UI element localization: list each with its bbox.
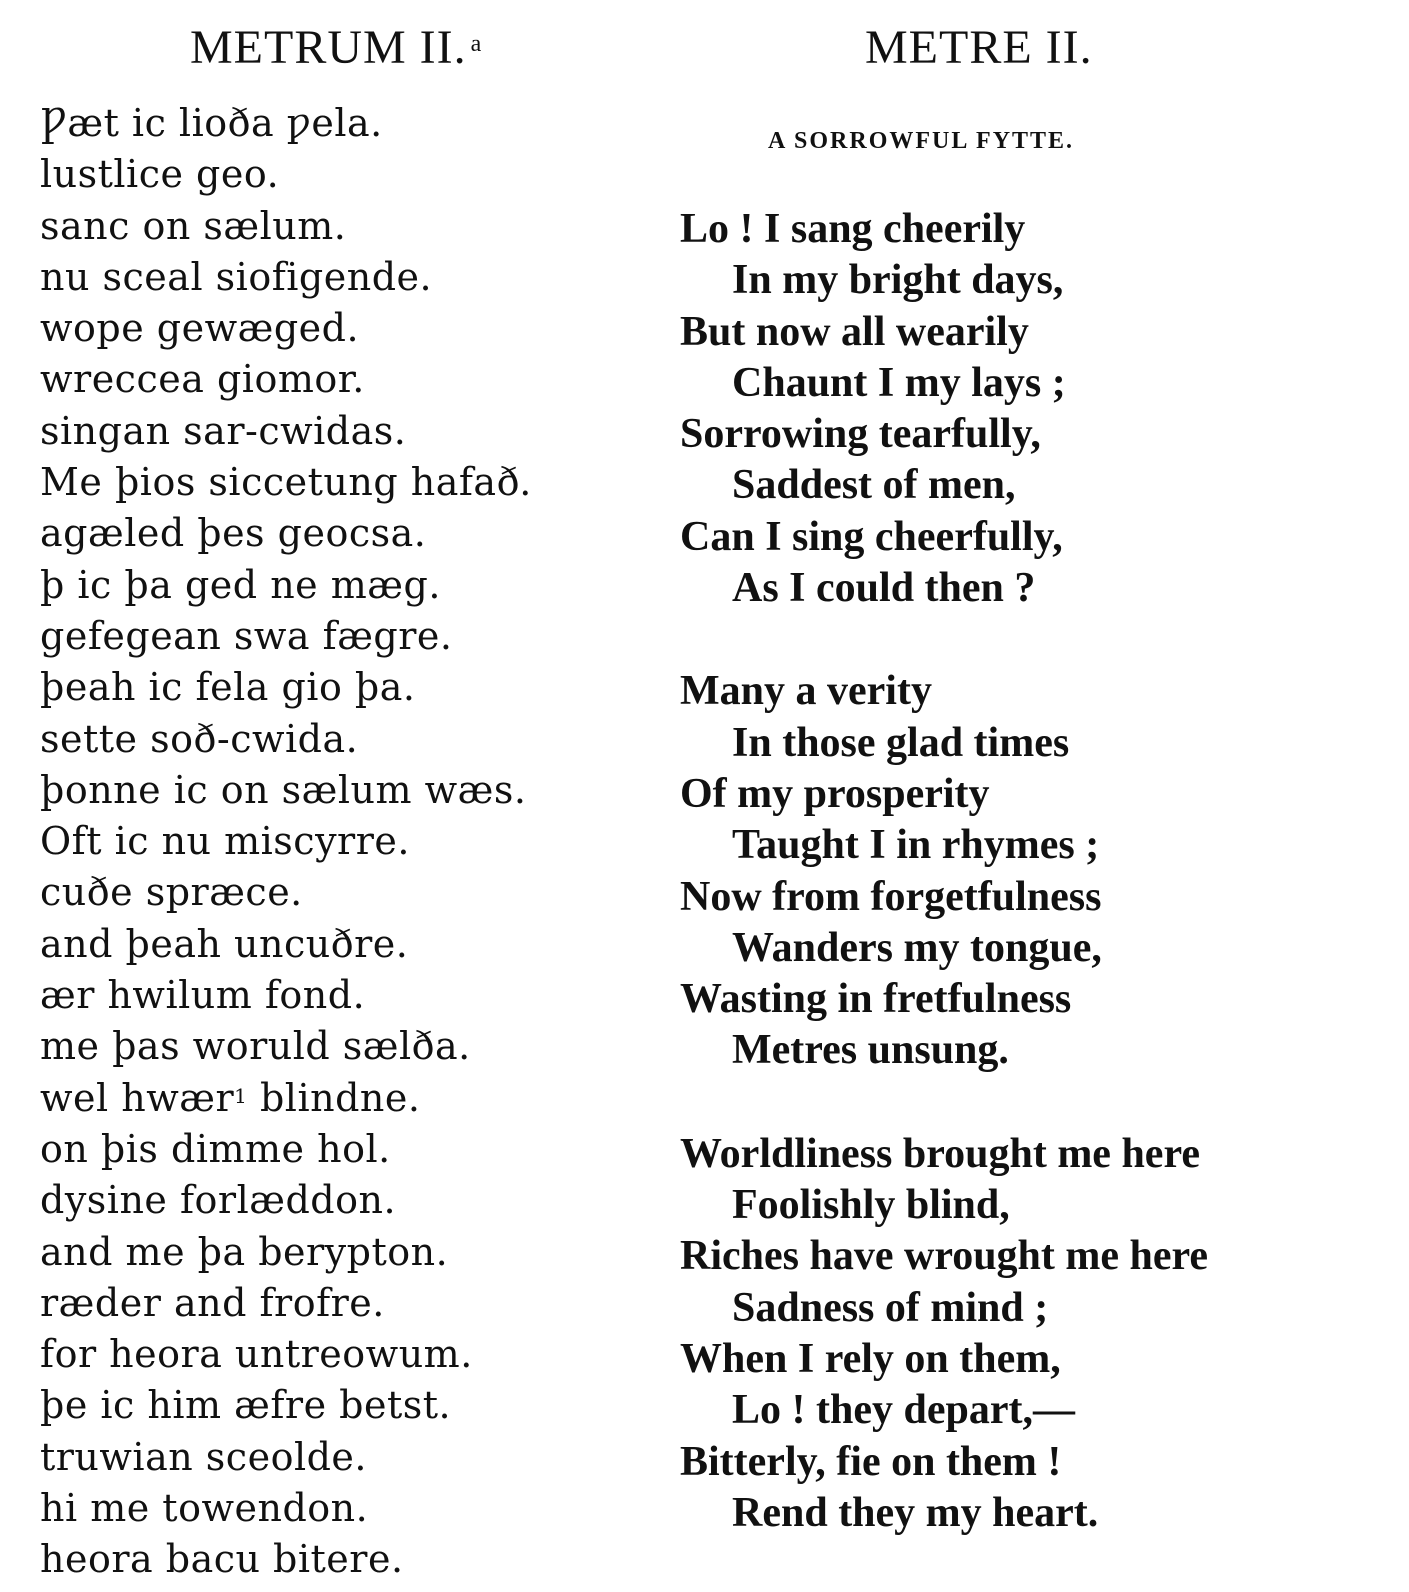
- verse-line: In those glad times: [732, 719, 1070, 766]
- stanza-1: [680, 204, 1380, 614]
- verse-line: Sorrowing tearfully,: [680, 411, 1041, 458]
- verse-line: nu sceal siofigende.: [40, 254, 433, 299]
- verse-line: Lo ! they depart,—: [732, 1387, 1075, 1434]
- old-english-verse: [40, 98, 640, 1586]
- verse-line: cuðe spræce.: [40, 870, 303, 915]
- verse-line: þ ic þa ged ne mæg.: [40, 562, 441, 607]
- verse-line: sanc on sælum.: [40, 203, 347, 248]
- verse-line: Riches have wrought me here: [680, 1233, 1209, 1280]
- verse-line: Foolishly blind,: [732, 1182, 1010, 1229]
- verse-line: wope gewæged.: [40, 306, 360, 351]
- verse-line: Bitterly, fie on them !: [680, 1438, 1062, 1485]
- verse-line: Ƿæt ic lioða ƿela.: [40, 101, 383, 145]
- verse-line: and me þa berypton.: [40, 1229, 449, 1274]
- verse-line: Taught I in rhymes ;: [732, 822, 1100, 869]
- verse-line: ær hwilum fond.: [40, 973, 366, 1018]
- verse-line: for heora untreowum.: [40, 1332, 473, 1377]
- stanza-2: [680, 666, 1380, 1076]
- verse-line: [40, 1073, 640, 1124]
- verse-line: Worldliness brought me here: [680, 1130, 1200, 1177]
- verse-line: Rend they my heart.: [732, 1489, 1099, 1536]
- verse-line: on þis dimme hol.: [40, 1126, 391, 1171]
- verse-line: Sadness of mind ;: [732, 1284, 1049, 1331]
- verse-line: Saddest of men,: [732, 462, 1016, 509]
- metrum-title-text: METRUM II.: [190, 21, 467, 74]
- verse-line: Now from forgetfulness: [680, 873, 1102, 920]
- verse-line: Of my prosperity: [680, 770, 990, 817]
- poem-subtitle: A SORROWFUL FYTTE.: [768, 128, 1075, 154]
- verse-line-end: blindne.: [259, 1075, 421, 1120]
- metrum-title: [40, 18, 640, 78]
- verse-line: Wanders my tongue,: [732, 924, 1102, 971]
- verse-line: But now all wearily: [680, 308, 1029, 355]
- verse-line: Me þios siccetung hafað.: [40, 460, 532, 505]
- verse-line: singan sar-cwidas.: [40, 408, 407, 453]
- verse-line: When I rely on them,: [680, 1335, 1061, 1382]
- verse-line: gefegean swa fægre.: [40, 613, 453, 658]
- verse-line: þonne ic on sælum wæs.: [40, 767, 527, 812]
- metre-title: METRE II.: [865, 21, 1093, 74]
- verse-line: me þas woruld sælða.: [40, 1024, 471, 1069]
- footnote-mark: 1: [234, 1083, 248, 1108]
- verse-line-start: wel hwær: [40, 1075, 235, 1120]
- verse-line: þeah ic fela gio þa.: [40, 665, 416, 710]
- verse-line: lustlice geo.: [40, 152, 280, 197]
- stanza-3: [680, 1129, 1380, 1539]
- verse-line: Many a verity: [680, 668, 932, 715]
- verse-line: wreccea giomor.: [40, 357, 365, 402]
- verse-line: þe ic him æfre betst.: [40, 1383, 452, 1428]
- verse-line: Wasting in fretfulness: [680, 976, 1072, 1023]
- verse-line: dysine forlæddon.: [40, 1178, 397, 1223]
- modern-english-column: [680, 18, 1380, 1539]
- verse-line: As I could then ?: [732, 565, 1036, 612]
- verse-line: In my bright days,: [732, 257, 1064, 304]
- verse-line: Can I sing cheerfully,: [680, 513, 1063, 560]
- verse-line: Oft ic nu miscyrre.: [40, 819, 410, 864]
- verse-line: agæled þes geocsa.: [40, 511, 427, 556]
- verse-line: and þeah uncuðre.: [40, 921, 409, 966]
- verse-line: Chaunt I my lays ;: [732, 359, 1066, 406]
- verse-line: truwian sceolde.: [40, 1434, 367, 1479]
- old-english-column: [40, 18, 640, 1586]
- verse-line: hi me towendon.: [40, 1486, 369, 1531]
- verse-line: heora bacu bitere.: [40, 1537, 404, 1582]
- verse-line: sette soð-cwida.: [40, 716, 359, 761]
- verse-line: ræder and frofre.: [40, 1280, 385, 1325]
- verse-line: Lo ! I sang cheerily: [680, 206, 1026, 252]
- title-note-mark: a: [470, 31, 483, 57]
- verse-line: Metres unsung.: [732, 1027, 1009, 1074]
